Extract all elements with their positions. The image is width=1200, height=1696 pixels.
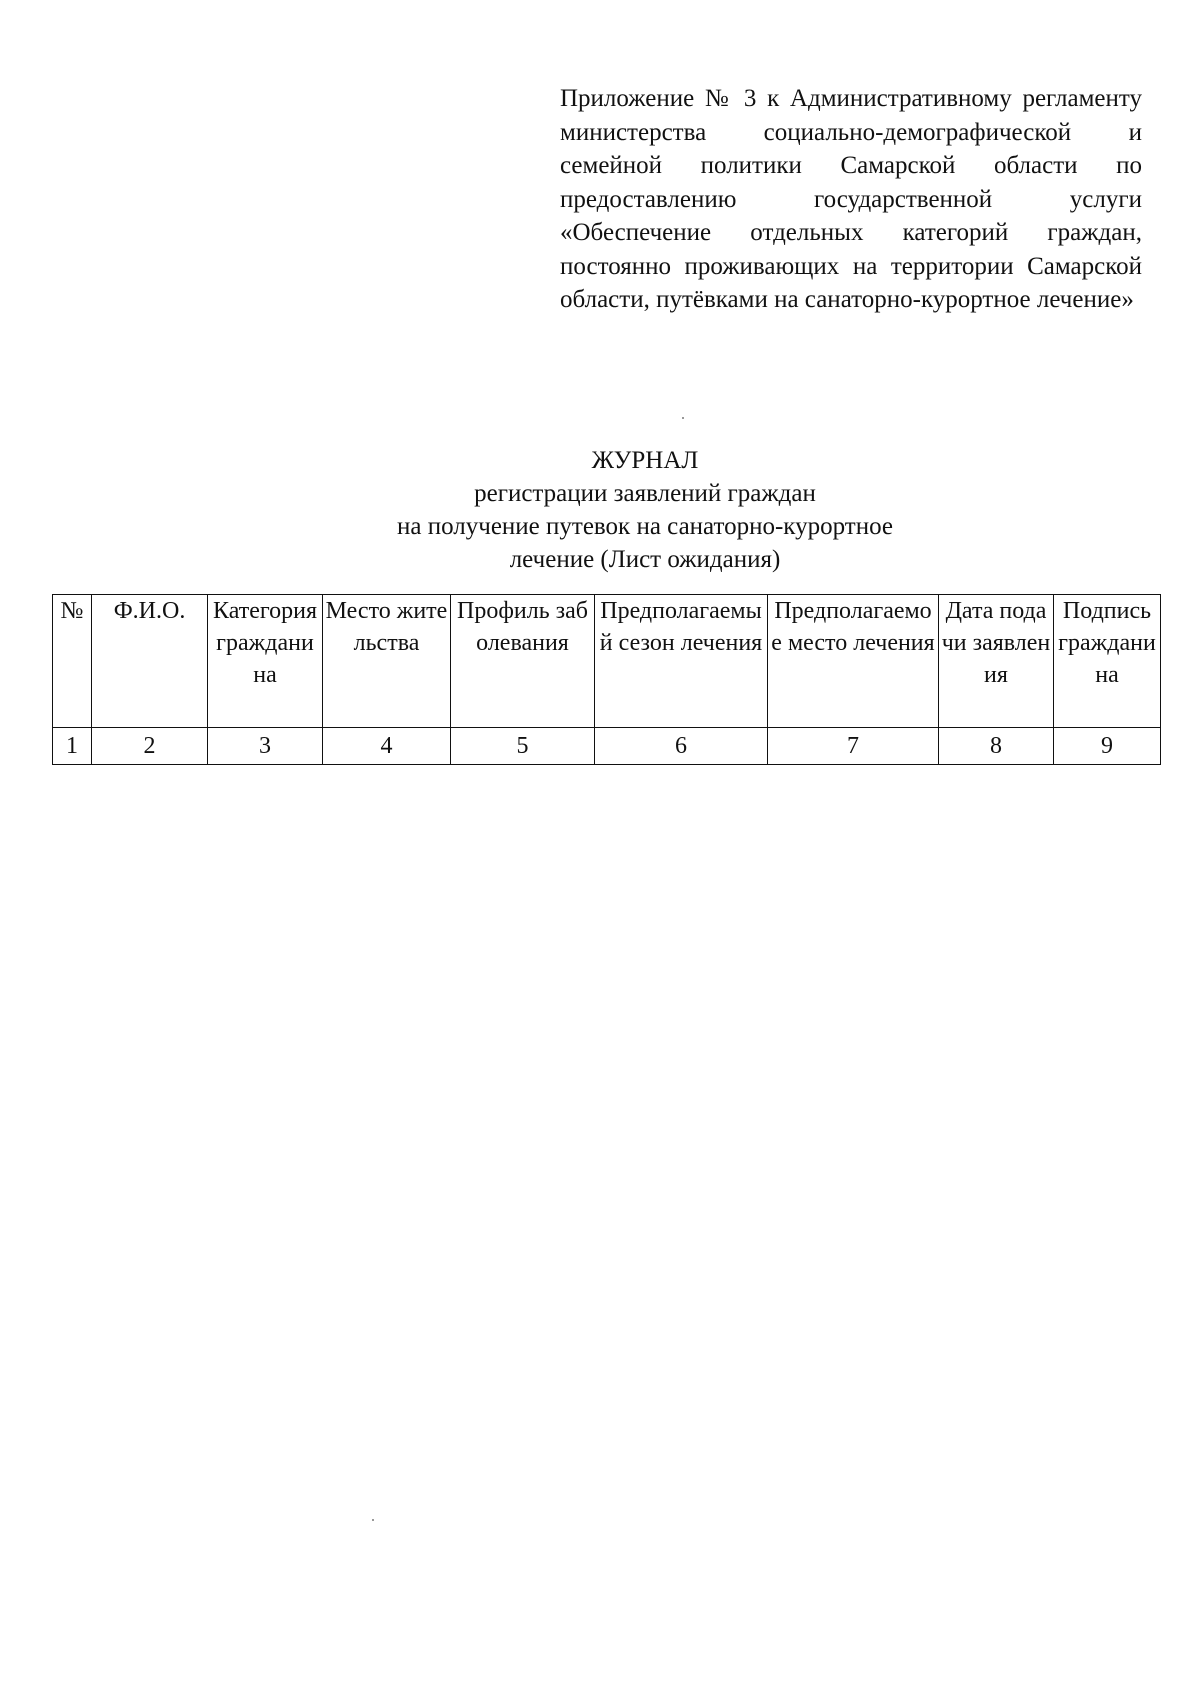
column-number-cell: 4 bbox=[323, 728, 451, 765]
title-line-3: лечение (Лист ожидания) bbox=[509, 546, 781, 573]
header-full-name: Ф.И.О. bbox=[92, 595, 208, 728]
title-heading: ЖУРНАЛ bbox=[591, 447, 699, 474]
column-number-cell: 8 bbox=[939, 728, 1054, 765]
column-number-cell: 7 bbox=[768, 728, 939, 765]
column-number-cell: 3 bbox=[208, 728, 323, 765]
scan-speck bbox=[682, 417, 684, 419]
column-number-cell: 6 bbox=[595, 728, 768, 765]
title-line-1: регистрации заявлений граждан bbox=[474, 480, 816, 507]
column-number-cell: 5 bbox=[451, 728, 595, 765]
header-season: Предполагаемый сезон лечения bbox=[595, 595, 768, 728]
scan-speck bbox=[372, 1519, 374, 1521]
column-number-cell: 1 bbox=[53, 728, 92, 765]
header-place: Предполагаемое место лечения bbox=[768, 595, 939, 728]
registration-journal-table bbox=[52, 594, 1161, 765]
appendix-note: Приложение № 3 к Административному регламенту министерства социально-демографической и семейной политики Самарской области по предоставлению государственной услуги «Обеспечение отдельных категорий граждан, постоянно проживающих на территории Самарской области, путёвками на санаторно-курортное лечение» bbox=[560, 85, 1142, 313]
header-disease-profile: Профиль заболевания bbox=[451, 595, 595, 728]
column-number-cell: 2 bbox=[92, 728, 208, 765]
header-signature: Подпись гражданина bbox=[1054, 595, 1161, 728]
header-date: Дата подачи заявления bbox=[939, 595, 1054, 728]
table-row bbox=[53, 728, 1161, 765]
table-header-row bbox=[53, 595, 1161, 728]
document-title bbox=[0, 444, 1200, 576]
header-number: № bbox=[53, 595, 92, 728]
header-category: Категория гражданина bbox=[208, 595, 323, 728]
column-number-cell: 9 bbox=[1054, 728, 1161, 765]
header-residence: Место жительства bbox=[323, 595, 451, 728]
title-line-2: на получение путевок на санаторно-курортное bbox=[397, 513, 893, 540]
